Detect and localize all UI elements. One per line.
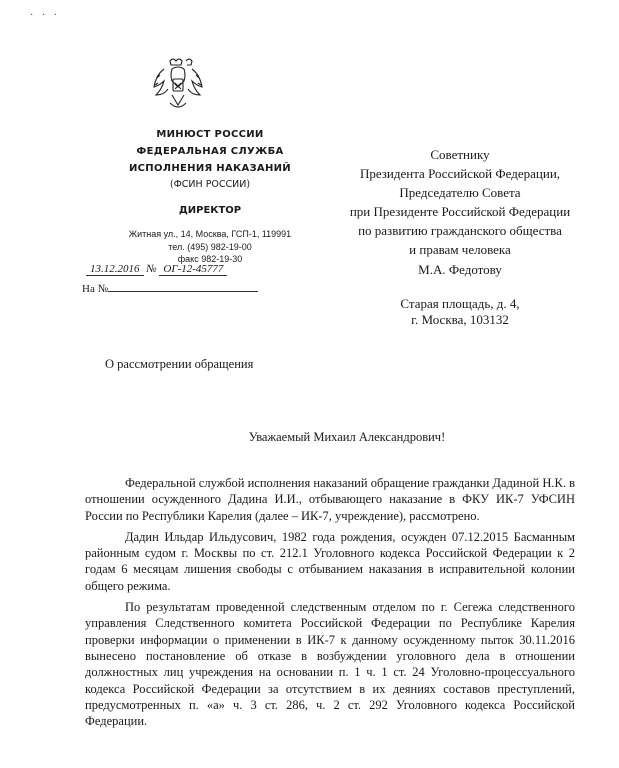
body-paragraph: Федеральной службой исполнения наказаний обращение гражданки Дадиной Н.К. в отношении осужденного Дадина И.И., отбывающего наказание в ФКУ ИК-7 УФСИН России по Республики Карелия (далее – ИК-7, учреждение), рассмотрено.	[85, 476, 575, 523]
org-name-line: МИНЮСТ РОССИИ	[156, 129, 264, 140]
coat-of-arms-emblem	[148, 55, 208, 115]
org-abbreviation: (ФСИН РОССИИ)	[169, 179, 251, 190]
letter-subject: О рассмотрении обращения	[105, 357, 254, 371]
sender-block	[70, 126, 350, 266]
recipient-line: при Президенте Российской Федерации	[349, 204, 571, 219]
reference-label: На №	[82, 283, 109, 295]
recipient-line: по развитию гражданского общества	[358, 223, 562, 238]
recipient-name: М.А. Федотову	[418, 262, 502, 277]
address-line: Житная ул., 14, Москва, ГСП-1, 119991	[128, 229, 292, 239]
registration-number-prefix: №	[146, 263, 157, 275]
reference-line	[82, 283, 258, 295]
recipient-block	[325, 145, 595, 259]
recipient-address	[325, 296, 595, 328]
reference-blank	[108, 291, 258, 292]
registration-number: ОГ-12-45777	[159, 263, 227, 276]
recipient-line: и правам человека	[409, 242, 511, 257]
body-paragraph: Дадин Ильдар Ильдусович, 1982 года рождения, осужден 07.12.2015 Басманным районным судом г. Москвы по ст. 212.1 Уголовного кодекса Российской Федерации к 2 годам 6 месяцам лишения свободы с отбыванием наказания в исправительной колонии общего режима.	[85, 529, 575, 593]
recipient-line: Советнику	[430, 147, 490, 162]
recipient-line: Президента Российской Федерации,	[359, 166, 561, 181]
corner-mark: · · ·	[30, 10, 60, 21]
body-paragraph: По результатам проведенной следственным отделом по г. Сегежа следственного управления Следственного комитета Российской Федерации по Республике Карелия проверки информации о применении в ИК-7 к данному осужденному пыток 30.11.2016 вынесено постановление об отказе в возбуждении уголовного дела в отношении должностных лиц учреждения на основании п. 1 ч. 1 ст. 24 Уголовно-процессуального кодекса Российской Федерации за отсутствием в их деяниях составов преступлений, предусмотренных п. «а» ч. 3 ст. 286, ч. 2 ст. 292 Уголовного кодекса Российской Федерации.	[85, 600, 575, 729]
position-title: ДИРЕКТОР	[178, 205, 242, 216]
registration-date: 13.12.2016	[86, 263, 144, 276]
sender-address	[70, 228, 350, 266]
address-line: факс 982-19-30	[177, 254, 243, 264]
recipient-address-line: г. Москва, 103132	[411, 312, 509, 327]
letter-body	[85, 475, 575, 734]
recipient-line: Председателю Совета	[399, 185, 521, 200]
org-name-line: ИСПОЛНЕНИЯ НАКАЗАНИЙ	[129, 163, 291, 174]
recipient-address-line: Старая площадь, д. 4,	[400, 296, 520, 311]
address-line: тел. (495) 982-19-00	[168, 241, 252, 252]
org-name-line: ФЕДЕРАЛЬНАЯ СЛУЖБА	[136, 146, 284, 157]
registration-line	[86, 263, 227, 276]
greeting: Уважаемый Михаил Александрович!	[248, 430, 446, 444]
